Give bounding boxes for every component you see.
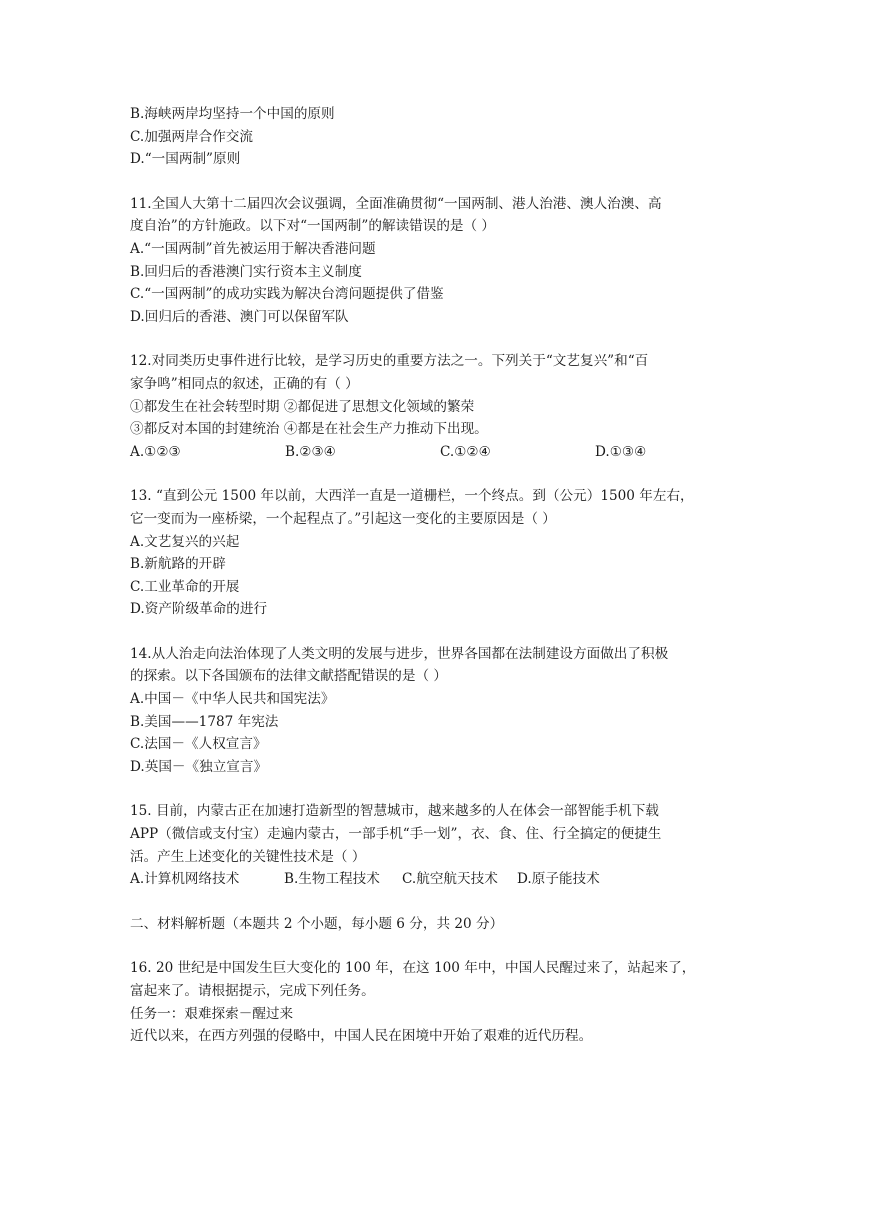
option-d: D.英国－《独立宣言》 bbox=[130, 758, 268, 775]
exam-page bbox=[130, 103, 750, 1048]
task-title: 任务一：艰难探索－醒过来 bbox=[130, 1005, 294, 1022]
statement-line: ①都发生在社会转型时期 ②都促进了思想文化领域的繁荣 bbox=[130, 398, 475, 415]
question-14 bbox=[130, 643, 750, 779]
option-c: C.加强两岸合作交流 bbox=[130, 128, 253, 145]
option-d: D.①③④ bbox=[595, 443, 647, 460]
option-d: D.资产阶级革命的进行 bbox=[130, 601, 268, 618]
options-row bbox=[130, 441, 750, 464]
question-stem: 12.对同类历史事件进行比较，是学习历史的重要方法之一。下列关于“文艺复兴”和“百 bbox=[130, 353, 649, 370]
option-c: C.工业革命的开展 bbox=[130, 578, 240, 595]
question-stem: APP（微信或支付宝）走遍内蒙古，一部手机“手一划”，衣、食、住、行全搞定的便捷生 bbox=[130, 826, 662, 843]
question-stem: 富起来了。请根据提示，完成下列任务。 bbox=[130, 983, 375, 999]
option-b: B.海峡两岸均坚持一个中国的原则 bbox=[130, 106, 335, 122]
question-stem: 11.全国人大第十二届四次会议强调，全面准确贯彻“一国两制、港人治港、澳人治澳、高 bbox=[130, 195, 662, 212]
question-stem: 14.从人治走向法治体现了人类文明的发展与进步，世界各国都在法制建设方面做出了积极 bbox=[130, 645, 669, 662]
option-b: B.新航路的开辟 bbox=[130, 556, 226, 573]
question-stem: 家争鸣”相同点的叙述，正确的有（ ） bbox=[130, 375, 359, 392]
question-15 bbox=[130, 800, 750, 890]
option-c: C.“一国两制”的成功实践为解决台湾问题提供了借鉴 bbox=[130, 286, 444, 303]
section-2-heading-block bbox=[130, 913, 750, 936]
question-10-tail bbox=[130, 103, 750, 171]
question-11 bbox=[130, 193, 750, 329]
option-a: A.计算机网络技术 bbox=[130, 871, 240, 888]
option-d: D.回归后的香港、澳门可以保留军队 bbox=[130, 308, 349, 325]
question-stem: 13. “直到公元 1500 年以前，大西洋一直是一道栅栏，一个终点。到（公元）1500 年左右， bbox=[130, 488, 694, 505]
question-stem: 度自治”的方针施政。以下对“一国两制”的解读错误的是（ ） bbox=[130, 218, 496, 235]
statement-line: ③都反对本国的封建统治 ④都是在社会生产力推动下出现。 bbox=[130, 421, 488, 438]
options-row bbox=[130, 868, 750, 891]
option-b: B.美国——1787 年宪法 bbox=[130, 713, 279, 730]
option-b: B.②③④ bbox=[285, 443, 336, 460]
option-a: A.中国－《中华人民共和国宪法》 bbox=[130, 691, 335, 708]
section-heading: 二、材料解析题（本题共 2 个小题，每小题 6 分，共 20 分） bbox=[130, 915, 504, 932]
question-stem: 16. 20 世纪是中国发生巨大变化的 100 年，在这 100 年中，中国人民醒过来了，站起来了， bbox=[130, 960, 696, 977]
option-a: A.①②③ bbox=[130, 443, 181, 460]
task-intro: 近代以来，在西方列强的侵略中，中国人民在困境中开始了艰难的近代历程。 bbox=[130, 1028, 593, 1045]
option-c: C.法国－《人权宣言》 bbox=[130, 736, 267, 753]
option-c: C.航空航天技术 bbox=[402, 871, 498, 888]
question-13 bbox=[130, 485, 750, 621]
option-c: C.①②④ bbox=[440, 443, 491, 460]
question-stem: 活。产生上述变化的关键性技术是（ ） bbox=[130, 848, 366, 865]
option-d: D.“一国两制”原则 bbox=[130, 151, 241, 168]
question-stem: 它一变而为一座桥梁，一个起程点了。”引起这一变化的主要原因是（ ） bbox=[130, 510, 556, 527]
question-stem: 的探索。以下各国颁布的法律文献搭配错误的是（ ） bbox=[130, 668, 447, 685]
question-12 bbox=[130, 350, 750, 463]
option-a: A.文艺复兴的兴起 bbox=[130, 533, 240, 550]
question-16 bbox=[130, 957, 750, 1047]
option-a: A.“一国两制”首先被运用于解决香港问题 bbox=[130, 240, 376, 257]
question-stem: 15. 目前，内蒙古正在加速打造新型的智慧城市，越来越多的人在体会一部智能手机下载 bbox=[130, 803, 659, 820]
option-b: B.回归后的香港澳门实行资本主义制度 bbox=[130, 263, 362, 280]
option-d: D.原子能技术 bbox=[517, 871, 600, 888]
option-b: B.生物工程技术 bbox=[284, 871, 380, 888]
